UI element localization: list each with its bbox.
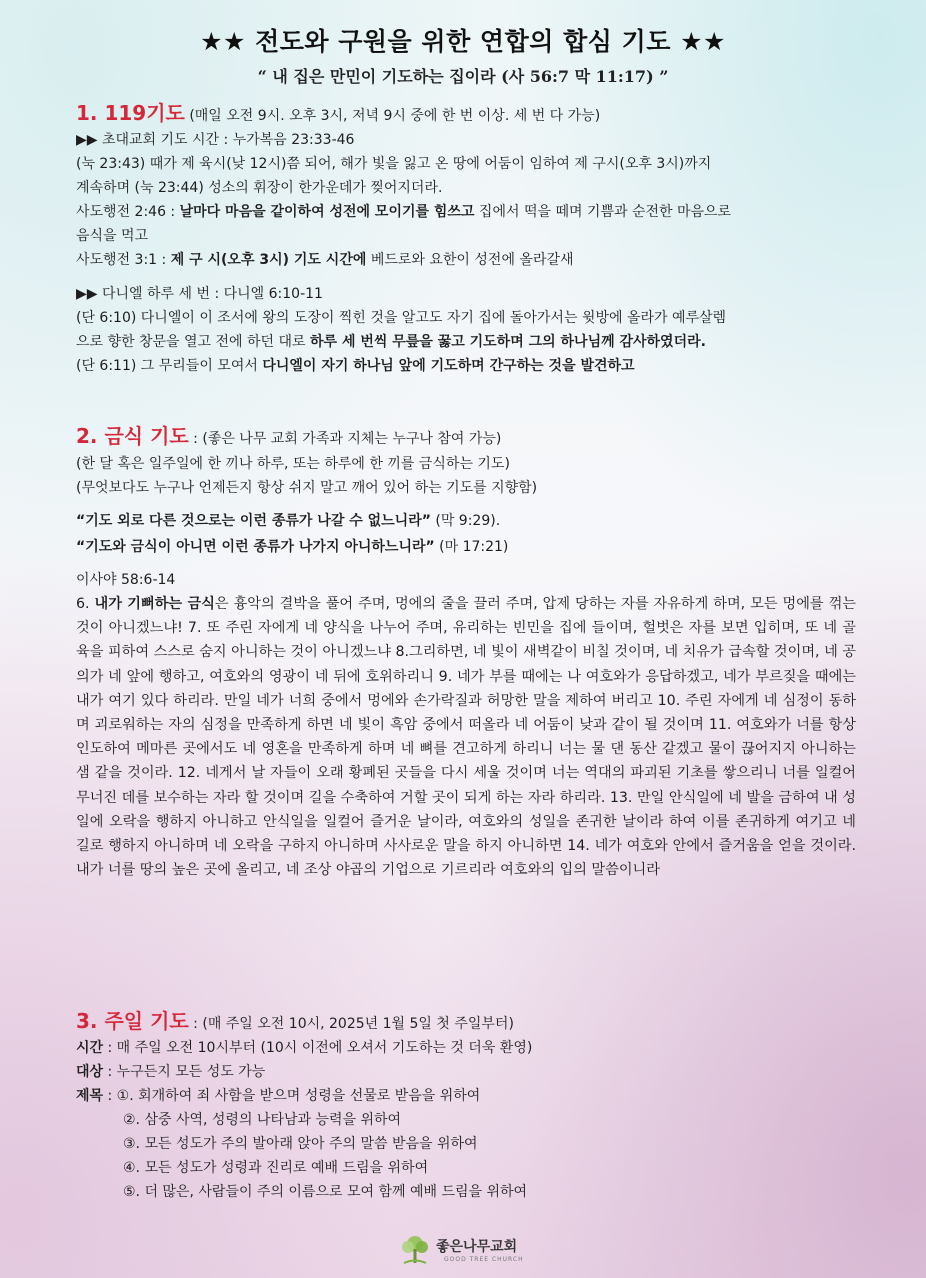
section-heading: 1. 119기도 (76, 101, 185, 125)
verse-daniel-3 (76, 354, 856, 378)
quote-ref: (막 9:29). (430, 513, 501, 529)
verse-text: (단 6:11) 그 무리들이 모여서 (76, 358, 263, 374)
verse-daniel-1: (단 6:10) 다니엘이 이 조서에 왕의 도장이 찍힌 것을 알고도 자기 집에 돌아가서는 윗방에 올라가 예루살렘 (76, 310, 727, 326)
verse-luke-2: 계속하며 (눅 23:44) 성소의 휘장이 한가운데가 찢어지더라. (76, 180, 443, 196)
section-heading: 3. 주일 기도 (76, 1009, 189, 1033)
verse-text: 으로 향한 창문을 열고 전에 하던 대로 (76, 334, 311, 350)
tree-icon (398, 1232, 432, 1266)
sunday-topic-1 (76, 1084, 856, 1108)
verse-acts-2-46 (76, 200, 856, 224)
verse-emphasis: 날마다 마음을 같이하여 성전에 모이기를 힘쓰고 (179, 204, 475, 220)
verse-emphasis: 제 구 시(오후 3시) 기도 시간에 (170, 252, 367, 268)
verse-text: 은 흉악의 결박을 풀어 주며, 멍에의 줄을 끌러 주며, 압제 당하는 자를 자유하게 하며, 모든 멍에를 꺾는 것이 아니겠느냐! 7. 또 주린 자에게 네 양식을 나누어 주며, 유리하는 빈민을 집에 들이며, 헐벗은 자를 보면 입히며, 또 네 골육을 피하여 스스로 숨지 아니하는 것이 아니겠느냐 8.그리하면, 네 빛이 새벽같이 비칠 것이며, 네 치유가 급속할 것이며, 네 공의가 네 앞에 행하고, 여호와의 영광이 네 뒤에 호위하리니 9. 네가 부를 때에는 나 여호와가 응답하겠고, 네가 부르짖을 때에는 내가 여기 있다 하리라. 만일 네가 너희 중에서 멍에와 손가락질과 허망한 말을 제하여 버리고 10. 주린 자에게 네 심정이 동하며 괴로워하는 자의 심정을 만족하게 하면 네 빛이 흑암 중에서 떠올라 네 어둠이 낮과 같이 될 것이며 11. 여호와가 너를 항상 인도하여 메마른 곳에서도 네 영혼을 만족하게 하며 네 뼈를 견고하게 하리니 너는 물 댄 동산 같겠고 물이 끊어지지 아니하는 샘 같을 것이라. 12. 네게서 날 자들이 오래 황폐된 곳들을 다시 세울 것이며 너는 역대의 파괴된 기초를 쌓으리니 너를 일컬어 무너진 데를 보수하는 자라 할 것이며 길을 수축하여 거할 곳이 되게 하는 자라 하리라. 13. 만일 안식일에 네 발을 금하여 내 성일에 오락을 행하지 아니하고 안식일을 일컬어 즐거운 날이라, 여호와의 성일을 존귀한 날이라 하여 이를 존귀하게 여기고 네 길로 행하지 아니하며 네 오락을 구하지 아니하며 사사로운 말을 하지 아니하면 14. 네가 여호와 안에서 즐거움을 얻을 것이라. 내가 너를 땅의 높은 곳에 올리고, 네 조상 야곱의 기업으로 기르리라 여호와의 입의 말씀이니라 (76, 596, 856, 879)
subheading-daniel: ▶▶ 다니엘 하루 세 번 : 다니엘 6:10-11 (76, 286, 323, 302)
quote-text: “기도 외로 다른 것으로는 이런 종류가 나갈 수 없느니라” (76, 513, 431, 529)
section-note: : (좋은 나무 교회 가족과 지체는 누구나 참여 가능) (188, 431, 502, 447)
church-name-english: GOOD TREE CHURCH (444, 1256, 524, 1263)
fasting-note-1: (한 달 혹은 일주일에 한 끼나 하루, 또는 하루에 한 끼를 금식하는 기도) (76, 456, 510, 472)
page-title: ★★ 전도와 구원을 위한 연합의 합심 기도 ★★ (200, 27, 726, 56)
section-sunday-prayer (76, 1006, 856, 1204)
page-subtitle: “ 내 집은 만민이 기도하는 집이라 (사 56:7 막 11:17) ” (257, 67, 669, 86)
quote-mark-9-29 (76, 508, 856, 534)
section-note: (매일 오전 9시. 오후 3시, 저녁 9시 중에 한 번 이상. 세 번 다 가능) (184, 108, 601, 124)
verse-emphasis: 내가 기뻐하는 금식 (94, 596, 215, 612)
fasting-note-2: (무엇보다도 누구나 언제든지 항상 쉬지 말고 깨어 있어 하는 기도를 지향함) (76, 480, 538, 496)
quote-matt-17-21 (76, 534, 856, 560)
field-value: : 누구든지 모든 성도 가능 (103, 1064, 266, 1080)
church-logo (398, 1232, 538, 1268)
verse-emphasis: 하루 세 번씩 무릎을 꿇고 기도하며 그의 하나님께 감사하였더라. (310, 334, 706, 350)
field-label: 대상 (76, 1064, 104, 1080)
subheading-early-church: ▶▶ 초대교회 기도 시간 : 누가복음 23:33-46 (76, 132, 355, 148)
verse-luke-1: (눅 23:43) 때가 제 육시(낮 12시)쯤 되어, 해가 빛을 잃고 온 땅에 어둠이 임하여 제 구시(오후 3시)까지 (76, 156, 712, 172)
quote-text: “기도와 금식이 아니면 이런 종류가 나가지 아니하느니라” (76, 539, 435, 555)
verse-ref: 사도행전 3:1 : (76, 252, 171, 268)
verse-text: 베드로와 요한이 성전에 올라갈새 (366, 252, 574, 268)
sunday-topic-3: ③. 모든 성도가 주의 발아래 앉아 주의 말씀 받음을 위하여 (123, 1136, 478, 1152)
section-note: : (매 주일 오전 10시, 2025년 1월 5일 첫 주일부터) (188, 1016, 514, 1032)
sunday-topic-5: ⑤. 더 많은, 사람들이 주의 이름으로 모여 함께 예배 드림을 위하여 (123, 1184, 528, 1200)
verse-number: 6. (76, 596, 95, 612)
quote-ref: (마 17:21) (434, 539, 509, 555)
verse-emphasis: 다니엘이 자기 하나님 앞에 기도하며 간구하는 것을 발견하고 (262, 358, 635, 374)
section-119-prayer (76, 98, 856, 378)
sunday-time (76, 1036, 856, 1060)
sunday-topic-2: ②. 삼중 사역, 성령의 나타남과 능력을 위하여 (123, 1112, 402, 1128)
verse-text: 집에서 떡을 떼며 기쁨과 순전한 마음으로 (474, 204, 732, 220)
church-name: 좋은나무교회 (436, 1239, 518, 1255)
topic-text: : ①. 회개하여 죄 사함을 받으며 성령을 선물로 받음을 위하여 (103, 1088, 481, 1104)
field-label: 제목 (76, 1088, 104, 1104)
field-value: : 매 주일 오전 10시부터 (10시 이전에 오셔서 기도하는 것 더욱 환영) (103, 1040, 533, 1056)
section-heading: 2. 금식 기도 (76, 424, 189, 448)
verse-acts-2-46-cont: 음식을 먹고 (76, 228, 149, 244)
isaiah-reference: 이사야 58:6-14 (76, 572, 176, 588)
verse-ref: 사도행전 2:46 : (76, 204, 180, 220)
verse-daniel-2 (76, 330, 856, 354)
sunday-topic-4: ④. 모든 성도가 성령과 진리로 예배 드림을 위하여 (123, 1160, 429, 1176)
sunday-target (76, 1060, 856, 1084)
isaiah-passage (76, 592, 856, 882)
verse-acts-3-1 (76, 248, 856, 272)
section-fasting-prayer (76, 420, 856, 882)
field-label: 시간 (76, 1040, 104, 1056)
